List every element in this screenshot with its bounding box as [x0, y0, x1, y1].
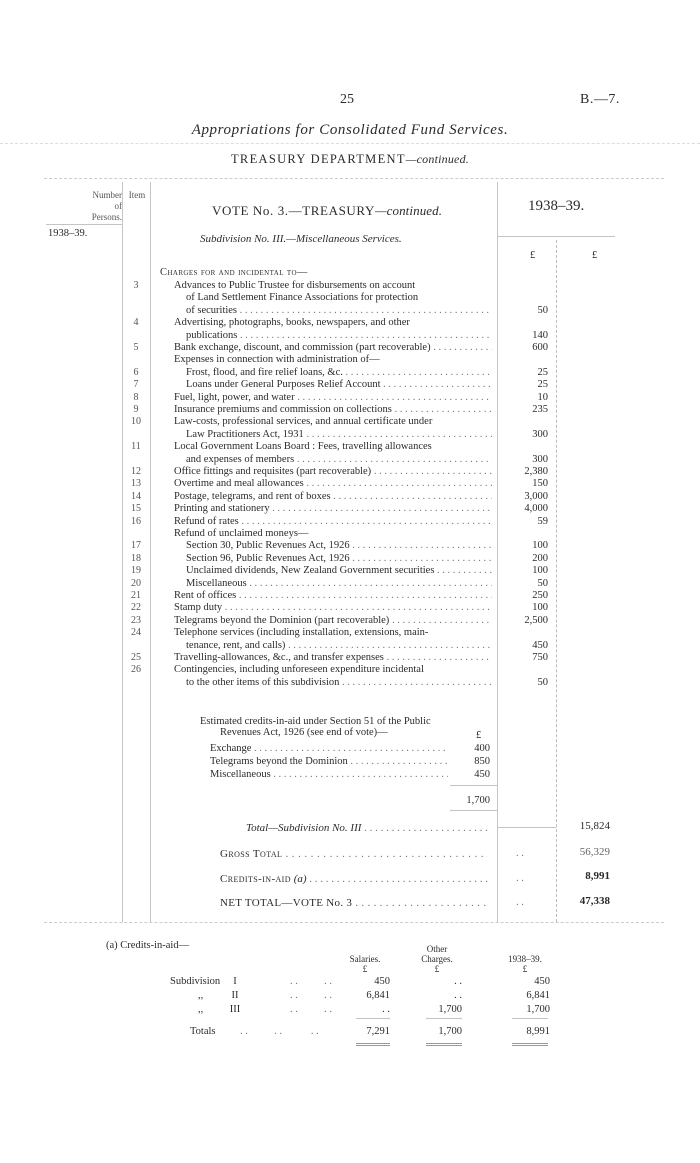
item-number: 18 [131, 552, 141, 564]
footnote-totals-label: Totals [190, 1026, 216, 1037]
charge-description: Section 96, Public Revenues Act, 1926 . . . [186, 553, 492, 564]
header-line: £ [362, 964, 368, 974]
footnote-row-label: ,, [198, 1004, 204, 1015]
gross-total-label: Gross Total . . . [220, 848, 488, 860]
department-name: TREASURY DEPARTMENT [231, 152, 406, 166]
charge-description: publications . . . [186, 330, 492, 341]
table-top-rule [44, 178, 664, 179]
charge-amount: 2,380 [524, 466, 548, 477]
persons-head-rule [46, 224, 122, 225]
pound-sign-col2: £ [592, 250, 598, 261]
charge-amount: 100 [532, 540, 548, 552]
credit-amount: 400 [474, 743, 490, 754]
charge-description: Refund of rates . . . [174, 516, 492, 527]
charge-description: Office fittings and requisites (part recoverable) . . . [174, 466, 492, 477]
charge-description: Bank exchange, discount, and commission (part recoverable) . . . [174, 342, 492, 353]
charge-amount: 250 [532, 590, 548, 601]
credits-heading [200, 716, 431, 738]
table-bottom-rule [44, 922, 664, 923]
persons-header [46, 190, 122, 223]
charge-description: Travelling-allowances, &c., and transfer expenses . . . [174, 652, 492, 663]
subdivision-total-amount: 15,824 [579, 820, 610, 832]
charge-description: Unclaimed dividends, New Zealand Government securities . . . [186, 565, 492, 576]
item-number: 17 [131, 540, 141, 552]
footnote-row-salaries: . . [382, 1004, 390, 1015]
net-total-amount: 47,338 [579, 895, 610, 907]
charge-description: Advances to Public Trustee for disbursements on account [174, 280, 416, 291]
charge-description: Rent of offices . . . [174, 590, 492, 601]
credits-in-aid-text: Credits-in-aid [220, 873, 291, 885]
credits-subtotal-rule [450, 785, 497, 786]
header-line: 1938–39. [508, 954, 542, 964]
subdivision-total-text: Total—Subdivision No. III [246, 822, 362, 834]
credits-pound-sign: £ [476, 730, 482, 741]
footnote-double-rule [426, 1043, 462, 1046]
footnote-totals-dots: . . . . . . [240, 1026, 319, 1037]
section-heading: Charges for and incidental to— [160, 267, 308, 278]
item-number: 10 [131, 416, 141, 428]
charge-amount: 600 [532, 342, 548, 353]
subdivision-total-rule [498, 827, 556, 828]
item-header: Item [128, 190, 146, 200]
top-divider [0, 143, 700, 144]
footnote-row-numeral: II [231, 990, 239, 1001]
charge-amount: 50 [537, 577, 548, 589]
item-number: 4 [133, 317, 139, 329]
item-number: 16 [131, 515, 141, 527]
subdivision-total-label [246, 822, 488, 834]
vote-title: VOTE No. 3.—TREASURY [212, 203, 375, 218]
item-number: 25 [131, 652, 141, 663]
page-title: Appropriations for Consolidated Fund Services. [191, 122, 509, 138]
footnote-title: (a) Credits-in-aid— [106, 940, 190, 951]
item-number: 7 [133, 379, 139, 391]
credit-amount: 850 [474, 756, 490, 767]
page-number: 25 [340, 92, 354, 107]
charge-amount: 300 [532, 428, 548, 440]
desc-col-rule [150, 182, 151, 922]
charge-description: Miscellaneous . . . [186, 578, 492, 589]
item-number: 3 [133, 280, 139, 291]
credits-in-aid-label [220, 873, 488, 885]
footnote-row-label: ,, [198, 990, 204, 1001]
footnote-double-rule [512, 1043, 548, 1046]
year-head-rule [497, 236, 615, 237]
header-line: £ [434, 964, 440, 974]
charge-description: Overtime and meal allowances . . . [174, 478, 492, 489]
department-continued: —continued. [405, 152, 469, 166]
credit-label: Telegrams beyond the Dominion . . . [210, 756, 448, 767]
item-number: 9 [133, 404, 139, 415]
item-number: 22 [131, 602, 141, 614]
charge-amount: 300 [532, 453, 548, 465]
subdivision-heading: Subdivision No. III.—Miscellaneous Services. [200, 233, 402, 245]
charge-amount: 50 [537, 676, 548, 688]
item-number: 20 [131, 577, 141, 589]
footnote-total-year: 8,991 [526, 1026, 550, 1037]
header-line: Charges. [421, 954, 453, 964]
credits-heading-line: Revenues Act, 1926 (see end of vote)— [220, 727, 388, 738]
persons-header-line: of [114, 201, 122, 211]
item-number: 11 [131, 441, 141, 453]
credit-label: Exchange . . . [210, 743, 448, 754]
charge-description: Advertising, photographs, books, newspapers, and other [174, 317, 410, 329]
footnote-rule [512, 1018, 548, 1019]
item-number: 19 [131, 565, 141, 577]
charge-description: Loans under General Purposes Relief Account . . . [186, 379, 492, 390]
footnote-rule [426, 1018, 462, 1019]
credits-total-rule [450, 810, 497, 811]
charge-description: Local Government Loans Board : Fees, travelling allowances [174, 441, 432, 453]
credits-total: 1,700 [466, 795, 490, 806]
footnote-other-header [412, 944, 462, 974]
item-number: 23 [131, 614, 141, 626]
charge-description: tenance, rent, and calls) . . . [186, 640, 492, 651]
charge-amount: 25 [537, 366, 548, 378]
charge-description: of securities . . . [186, 305, 492, 316]
footnote-row-other: . . [454, 990, 462, 1001]
charge-description: Fuel, light, power, and water . . . [174, 392, 492, 403]
footnote-row-dots: . . . . [290, 990, 332, 1001]
footnote-rule [356, 1018, 390, 1019]
charge-description: of Land Settlement Finance Associations for protection [186, 292, 419, 304]
charge-description: to the other items of this subdivision . . . [186, 677, 492, 688]
credits-in-aid-amount: 8,991 [585, 870, 610, 882]
charge-amount: 25 [537, 379, 548, 391]
gross-total-dots: . . [516, 848, 524, 859]
year-heading: 1938–39. [528, 198, 585, 214]
charge-description: Refund of unclaimed moneys— [174, 528, 309, 539]
net-total-dots: . . [516, 897, 524, 908]
footnote-row-year: 1,700 [526, 1004, 550, 1015]
charge-description: Postage, telegrams, and rent of boxes . . . [174, 491, 492, 502]
charge-description: Law Practitioners Act, 1931 . . . [186, 429, 492, 440]
credit-amount: 450 [474, 769, 490, 780]
amount-col-rule-mid [556, 240, 557, 922]
charge-description: Section 30, Public Revenues Act, 1926 . . . [186, 540, 492, 551]
charge-amount: 2,500 [524, 614, 548, 626]
item-number: 5 [133, 342, 139, 353]
footnote-row-year: 6,841 [526, 990, 550, 1001]
header-line: Other [426, 944, 448, 954]
charge-description: Telegrams beyond the Dominion (part recoverable) . . . [174, 615, 492, 626]
item-number: 14 [131, 490, 141, 502]
pound-sign-col1: £ [530, 250, 536, 261]
footnote-row-salaries: 450 [374, 976, 390, 987]
charge-description: Telephone services (including installation, extensions, main- [174, 627, 429, 639]
footnote-row-dots: . . . . [290, 976, 332, 987]
charge-description: Insurance premiums and commission on collections . . . [174, 404, 492, 415]
item-number: 13 [131, 478, 141, 490]
footnote-row-label: Subdivision [170, 976, 221, 987]
charge-amount: 59 [537, 515, 548, 527]
charge-description: Stamp duty . . . [174, 602, 492, 613]
charge-amount: 200 [532, 552, 548, 564]
credits-in-aid-note: (a) [293, 873, 307, 885]
footnote-row-numeral: I [233, 976, 237, 987]
item-number: 12 [131, 466, 141, 477]
footnote-row-dots: . . . . [290, 1004, 332, 1015]
header-line: Salaries. [349, 954, 381, 964]
credits-in-aid-dots: . . [516, 873, 524, 884]
footnote-row-other: . . [454, 976, 462, 987]
credits-heading-line: Estimated credits-in-aid under Section 51 of the Public [200, 716, 431, 727]
charge-description: and expenses of members . . . [186, 454, 492, 465]
charge-description: Expenses in connection with administration of— [174, 354, 380, 366]
charge-amount: 100 [532, 602, 548, 614]
footnote-year-header [500, 954, 550, 974]
footnote-row-other: 1,700 [438, 1004, 462, 1015]
charge-amount: 10 [537, 391, 548, 403]
header-line: £ [522, 964, 528, 974]
document-reference: B.—7. [580, 92, 620, 107]
item-number: 24 [131, 627, 141, 639]
vote-continued: —continued. [374, 203, 443, 218]
footnote-total-other: 1,700 [438, 1026, 462, 1037]
footnote-row-salaries: 6,841 [366, 990, 390, 1001]
charge-amount: 140 [532, 329, 548, 341]
item-number: 8 [133, 391, 139, 403]
charge-description: Printing and stationery . . . [174, 503, 492, 514]
item-number: 26 [131, 664, 141, 676]
item-number: 6 [133, 366, 139, 378]
item-number: 21 [131, 590, 141, 601]
charge-amount: 235 [532, 404, 548, 415]
persons-year-header: 1938–39. [48, 228, 88, 239]
persons-header-line: Persons. [91, 212, 122, 222]
charge-amount: 3,000 [524, 490, 548, 502]
footnote-double-rule [356, 1043, 390, 1046]
footnote-row-numeral: III [229, 1004, 241, 1015]
footnote-total-salaries: 7,291 [366, 1026, 390, 1037]
charge-description: Contingencies, including unforeseen expenditure incidental [174, 664, 424, 676]
charge-amount: 4,000 [524, 503, 548, 515]
credit-label: Miscellaneous . . . [210, 769, 448, 780]
department-heading [0, 152, 700, 167]
charge-amount: 450 [532, 639, 548, 651]
gross-total-amount: 56,329 [579, 846, 610, 858]
vote-heading [212, 203, 442, 219]
net-total-label: NET TOTAL—VOTE No. 3 . . . [220, 897, 488, 909]
charge-description: Frost, flood, and fire relief loans, &c. . . . [186, 367, 492, 378]
charge-description: Law-costs, professional services, and annual certificate under [174, 416, 433, 428]
footnote-row-year: 450 [534, 976, 550, 987]
charge-amount: 50 [537, 304, 548, 316]
persons-header-line: Number [92, 190, 122, 200]
charge-amount: 150 [532, 478, 548, 490]
charge-amount: 750 [532, 652, 548, 663]
item-number: 15 [131, 503, 141, 515]
charge-amount: 100 [532, 565, 548, 577]
footnote-salaries-header [340, 954, 390, 974]
